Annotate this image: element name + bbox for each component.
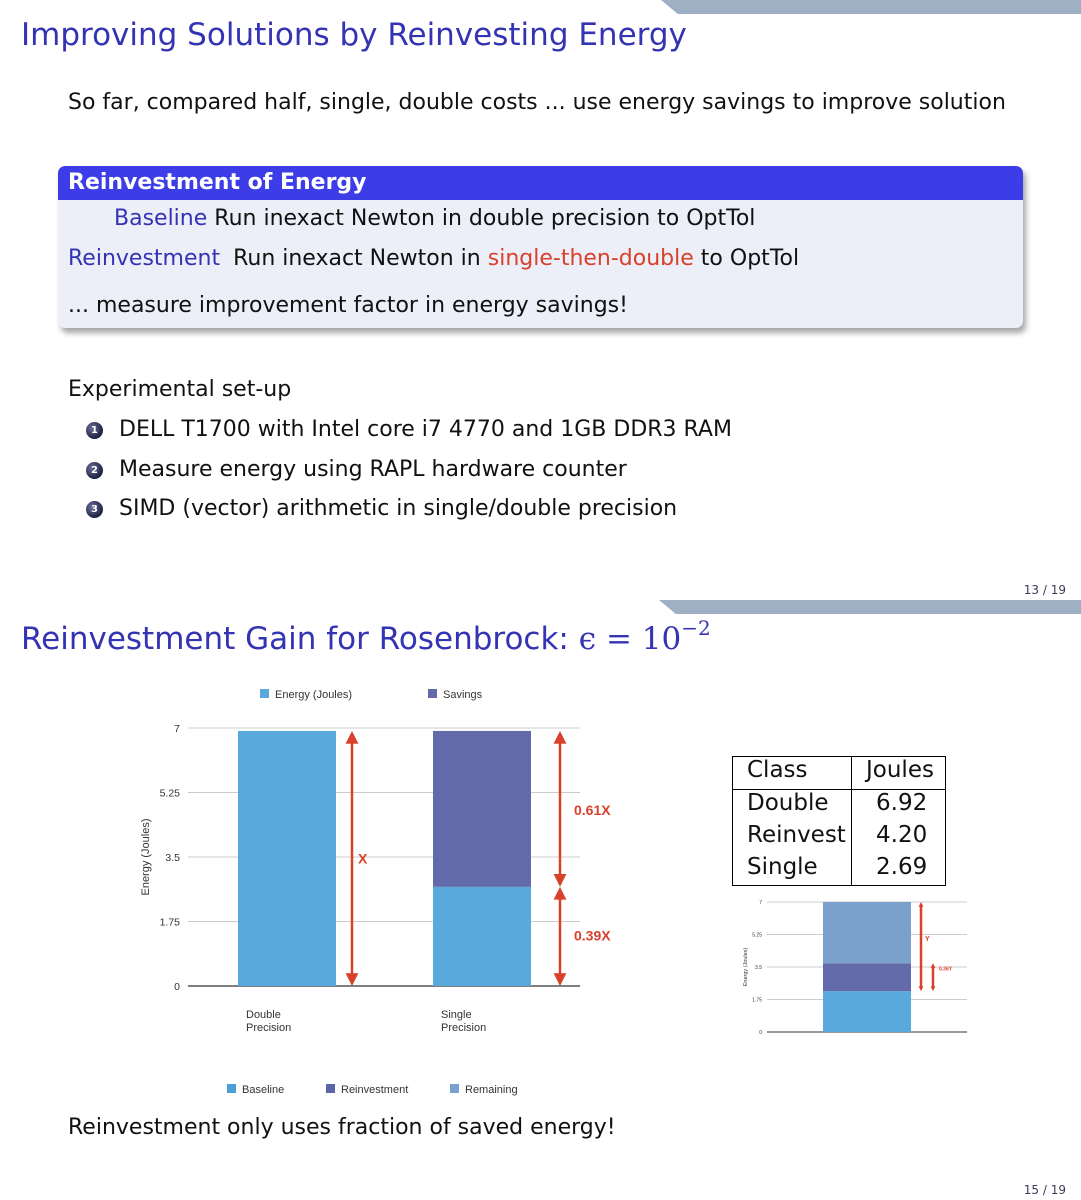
y-tick-label: 1.75 bbox=[159, 916, 180, 929]
table-cell: Reinvest bbox=[747, 822, 846, 848]
setup-item-text: SIMD (vector) arithmetic in single/double precision bbox=[119, 496, 678, 521]
setup-item-text: DELL T1700 with Intel core i7 4770 and 1GB DDR3 RAM bbox=[119, 417, 732, 442]
enum-ball-icon: 2 bbox=[86, 462, 103, 479]
setup-item bbox=[86, 496, 677, 521]
y-arrow-head-up bbox=[919, 902, 924, 907]
reinvest-arrow-head-up bbox=[931, 963, 936, 968]
y-tick-label: 0 bbox=[759, 1030, 762, 1036]
table-header-class: Class bbox=[747, 757, 808, 783]
definition-block bbox=[58, 166, 1023, 328]
legend-label: Baseline bbox=[242, 1084, 285, 1096]
y-tick-label: 7 bbox=[759, 900, 762, 906]
setup-heading: Experimental set-up bbox=[68, 377, 292, 402]
bar-segment bbox=[238, 731, 336, 986]
table-cell: 2.69 bbox=[876, 854, 928, 880]
annotation-label: X bbox=[358, 850, 368, 867]
slide-title-text: Reinvestment Gain for Rosenbrock: bbox=[21, 621, 569, 657]
annotation-label: Y bbox=[925, 936, 930, 943]
intro-text: So far, compared half, single, double costs ... use energy savings to improve solution bbox=[68, 90, 1006, 115]
x-category-label: Single bbox=[441, 1009, 472, 1021]
slide-title bbox=[21, 616, 711, 657]
page-number: 13 / 19 bbox=[1023, 583, 1066, 597]
remaining-arrow-head-down bbox=[554, 973, 567, 986]
x-arrow-head-down bbox=[346, 973, 359, 986]
reinvest-arrow-head-down bbox=[931, 986, 936, 991]
legend-swatch bbox=[326, 1084, 335, 1093]
legend-swatch bbox=[227, 1084, 236, 1093]
table-header-joules: Joules bbox=[866, 757, 934, 783]
annotation-label: 0.61X bbox=[574, 801, 611, 818]
legend-label: Reinvestment bbox=[341, 1084, 409, 1096]
conclusion-text: Reinvestment only uses fraction of saved energy! bbox=[68, 1115, 616, 1140]
bar-segment bbox=[433, 887, 531, 986]
y-tick-label: 0 bbox=[174, 981, 180, 993]
table-cell: Single bbox=[747, 854, 818, 880]
baseline-text: Run inexact Newton in double precision to OptTol bbox=[214, 206, 756, 231]
table-cell: 4.20 bbox=[876, 822, 928, 848]
x-category-label: Precision bbox=[441, 1022, 487, 1034]
bar-segment bbox=[823, 963, 911, 991]
slide-title: Improving Solutions by Reinvesting Energy bbox=[21, 17, 687, 53]
y-tick-label: 5.25 bbox=[752, 932, 762, 939]
header-decoration-bar bbox=[661, 0, 1081, 14]
y-tick-label: 7 bbox=[174, 723, 180, 735]
x-category-label: Precision bbox=[246, 1022, 292, 1034]
main-energy-chart bbox=[130, 680, 650, 1100]
y-tick-label: 1.75 bbox=[752, 997, 762, 1004]
table-cell: Double bbox=[747, 790, 829, 816]
legend-swatch bbox=[428, 689, 437, 698]
slide-15 bbox=[0, 600, 1081, 1200]
baseline-term: Baseline bbox=[114, 206, 208, 231]
reinvestment-term: Reinvestment bbox=[68, 246, 221, 271]
savings-arrow-head-up bbox=[554, 731, 567, 744]
x-arrow-head-up bbox=[346, 731, 359, 744]
bar-segment bbox=[823, 991, 911, 1032]
slide-title-exponent: −2 bbox=[681, 616, 711, 640]
reinvestment-mini-chart bbox=[735, 893, 975, 1043]
header-decoration-bar bbox=[659, 600, 1081, 614]
reinvestment-line bbox=[68, 246, 799, 271]
reinvestment-highlight: single-then-double bbox=[487, 246, 694, 271]
y-axis-label: Energy (Joules) bbox=[743, 947, 749, 987]
y-axis-label: Energy (Joules) bbox=[140, 818, 152, 896]
setup-item bbox=[86, 417, 732, 442]
annotation-label: 0.39X bbox=[574, 927, 611, 944]
setup-item-text: Measure energy using RAPL hardware counter bbox=[119, 457, 627, 482]
legend-label: Remaining bbox=[465, 1084, 518, 1096]
enum-ball-icon: 3 bbox=[86, 501, 103, 518]
enum-ball-icon: 1 bbox=[86, 422, 103, 439]
legend-swatch bbox=[260, 689, 269, 698]
y-tick-label: 3.5 bbox=[165, 852, 180, 864]
x-category-label: Double bbox=[246, 1009, 281, 1021]
y-arrow-head-down bbox=[919, 986, 924, 991]
reinvestment-text-pre: Run inexact Newton in bbox=[233, 246, 481, 271]
baseline-line bbox=[114, 206, 755, 231]
bar-segment bbox=[823, 902, 911, 963]
table-column-rule bbox=[851, 756, 852, 886]
y-tick-label: 3.5 bbox=[755, 965, 762, 971]
block-title: Reinvestment of Energy bbox=[58, 166, 1023, 200]
bar-segment bbox=[433, 731, 531, 887]
setup-item bbox=[86, 457, 627, 482]
legend-swatch bbox=[450, 1084, 459, 1093]
page-number: 15 / 19 bbox=[1023, 1183, 1066, 1197]
savings-arrow-head-down bbox=[554, 874, 567, 887]
y-tick-label: 5.25 bbox=[159, 787, 180, 800]
table-cell: 6.92 bbox=[876, 790, 928, 816]
reinvestment-text-post: to OptTol bbox=[700, 246, 800, 271]
legend-label: Savings bbox=[443, 689, 483, 701]
legend-label: Energy (Joules) bbox=[275, 689, 353, 701]
block-note: ... measure improvement factor in energy savings! bbox=[68, 293, 628, 318]
annotation-label: 0.36Y bbox=[939, 966, 953, 973]
remaining-arrow-head-up bbox=[554, 887, 567, 900]
slide-title-math: ϵ = 10 bbox=[578, 621, 682, 657]
